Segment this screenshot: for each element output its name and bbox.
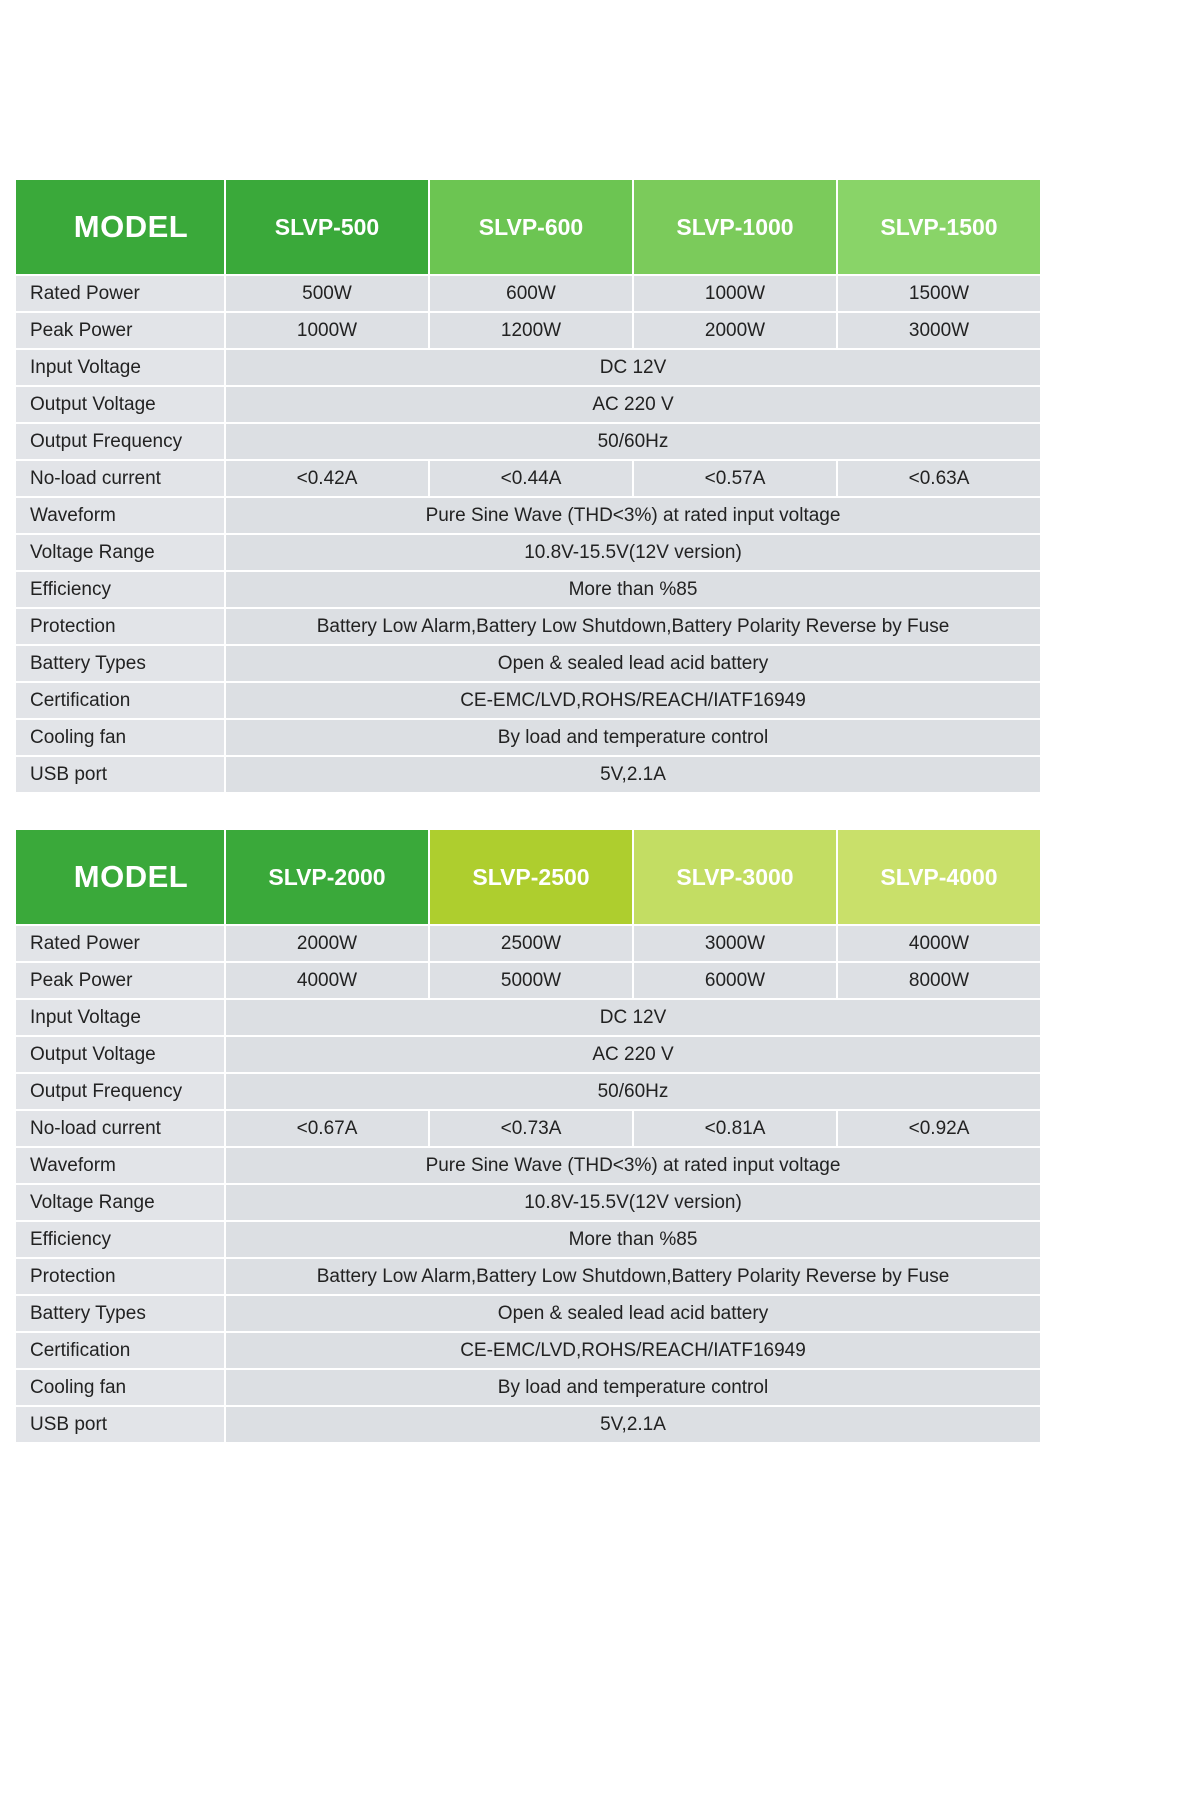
spec-label: Protection: [16, 1259, 224, 1294]
model-header-label: MODEL: [16, 180, 224, 274]
table-row: [16, 498, 1040, 533]
spec-label: Rated Power: [16, 276, 224, 311]
model-column-header: SLVP-600: [430, 180, 632, 274]
spec-value: <0.81A: [634, 1111, 836, 1146]
model-column-header: SLVP-3000: [634, 830, 836, 924]
spec-value: 1500W: [838, 276, 1040, 311]
spec-label: Cooling fan: [16, 1370, 224, 1405]
spec-value-shared: Battery Low Alarm,Battery Low Shutdown,Battery Polarity Reverse by Fuse: [226, 1259, 1040, 1294]
spec-value-shared: By load and temperature control: [226, 1370, 1040, 1405]
spec-value-shared: By load and temperature control: [226, 720, 1040, 755]
table-row: [16, 1370, 1040, 1405]
table-header-row: [16, 180, 1040, 274]
table-row: [16, 535, 1040, 570]
spec-label: Waveform: [16, 1148, 224, 1183]
model-column-header: SLVP-2000: [226, 830, 428, 924]
spec-value: 3000W: [634, 926, 836, 961]
spec-value: <0.44A: [430, 461, 632, 496]
spec-label: No-load current: [16, 1111, 224, 1146]
spec-value-shared: Pure Sine Wave (THD<3%) at rated input voltage: [226, 1148, 1040, 1183]
spec-value-shared: AC 220 V: [226, 387, 1040, 422]
spec-label: Output Voltage: [16, 1037, 224, 1072]
spec-value: <0.57A: [634, 461, 836, 496]
spec-value-shared: 50/60Hz: [226, 424, 1040, 459]
table-row: [16, 1259, 1040, 1294]
table-row: [16, 1407, 1040, 1442]
spec-value-shared: DC 12V: [226, 350, 1040, 385]
spec-value: 6000W: [634, 963, 836, 998]
model-column-header: SLVP-500: [226, 180, 428, 274]
spec-label: Input Voltage: [16, 350, 224, 385]
spec-value-shared: 5V,2.1A: [226, 757, 1040, 792]
spec-label: Input Voltage: [16, 1000, 224, 1035]
table-row: [16, 1000, 1040, 1035]
spec-value: 4000W: [838, 926, 1040, 961]
spec-label: USB port: [16, 1407, 224, 1442]
spec-value: <0.42A: [226, 461, 428, 496]
table-row: [16, 1148, 1040, 1183]
spec-value-shared: 10.8V-15.5V(12V version): [226, 1185, 1040, 1220]
table-row: [16, 683, 1040, 718]
spec-value-shared: DC 12V: [226, 1000, 1040, 1035]
table-row: [16, 313, 1040, 348]
spec-value: 600W: [430, 276, 632, 311]
spec-label: Rated Power: [16, 926, 224, 961]
table-spacer: [14, 794, 1032, 828]
spec-label: USB port: [16, 757, 224, 792]
spec-value: 500W: [226, 276, 428, 311]
spec-value-shared: Pure Sine Wave (THD<3%) at rated input voltage: [226, 498, 1040, 533]
table-row: [16, 1333, 1040, 1368]
table-row: [16, 757, 1040, 792]
table-row: [16, 963, 1040, 998]
spec-label: Output Frequency: [16, 1074, 224, 1109]
table-row: [16, 350, 1040, 385]
table-header-row: [16, 830, 1040, 924]
spec-value-shared: 50/60Hz: [226, 1074, 1040, 1109]
model-column-header: SLVP-1500: [838, 180, 1040, 274]
table-row: [16, 720, 1040, 755]
table-row: [16, 1185, 1040, 1220]
spec-label: Battery Types: [16, 646, 224, 681]
table-row: [16, 1111, 1040, 1146]
spec-table: [14, 828, 1042, 1444]
spec-label: Certification: [16, 1333, 224, 1368]
table-row: [16, 926, 1040, 961]
spec-value-shared: AC 220 V: [226, 1037, 1040, 1072]
spec-label: Voltage Range: [16, 535, 224, 570]
spec-value: <0.92A: [838, 1111, 1040, 1146]
spec-value-shared: More than %85: [226, 1222, 1040, 1257]
table-row: [16, 646, 1040, 681]
table-row: [16, 609, 1040, 644]
spec-value-shared: Open & sealed lead acid battery: [226, 646, 1040, 681]
spec-label: Certification: [16, 683, 224, 718]
spec-value-shared: CE-EMC/LVD,ROHS/REACH/IATF16949: [226, 683, 1040, 718]
spec-value-shared: Open & sealed lead acid battery: [226, 1296, 1040, 1331]
spec-value: <0.67A: [226, 1111, 428, 1146]
spec-value: 2000W: [226, 926, 428, 961]
table-row: [16, 276, 1040, 311]
model-column-header: SLVP-4000: [838, 830, 1040, 924]
spec-label: Battery Types: [16, 1296, 224, 1331]
spec-value: 3000W: [838, 313, 1040, 348]
spec-value: 2000W: [634, 313, 836, 348]
spec-label: Waveform: [16, 498, 224, 533]
spec-value-shared: More than %85: [226, 572, 1040, 607]
spec-value: 8000W: [838, 963, 1040, 998]
model-header-label: MODEL: [16, 830, 224, 924]
spec-value: <0.73A: [430, 1111, 632, 1146]
table-row: [16, 572, 1040, 607]
table-row: [16, 424, 1040, 459]
spec-label: Voltage Range: [16, 1185, 224, 1220]
spec-value: 5000W: [430, 963, 632, 998]
spec-value: 1000W: [226, 313, 428, 348]
spec-label: Output Voltage: [16, 387, 224, 422]
table-row: [16, 1074, 1040, 1109]
spec-value-shared: Battery Low Alarm,Battery Low Shutdown,Battery Polarity Reverse by Fuse: [226, 609, 1040, 644]
table-row: [16, 1037, 1040, 1072]
spec-label: Efficiency: [16, 572, 224, 607]
table-row: [16, 1222, 1040, 1257]
spec-value: 2500W: [430, 926, 632, 961]
spec-value-shared: CE-EMC/LVD,ROHS/REACH/IATF16949: [226, 1333, 1040, 1368]
spec-tables-container: [14, 178, 1032, 1444]
spec-value-shared: 10.8V-15.5V(12V version): [226, 535, 1040, 570]
model-column-header: SLVP-2500: [430, 830, 632, 924]
table-row: [16, 1296, 1040, 1331]
spec-value-shared: 5V,2.1A: [226, 1407, 1040, 1442]
spec-label: Efficiency: [16, 1222, 224, 1257]
spec-value: 4000W: [226, 963, 428, 998]
table-row: [16, 387, 1040, 422]
spec-label: Cooling fan: [16, 720, 224, 755]
table-row: [16, 461, 1040, 496]
spec-table: [14, 178, 1042, 794]
spec-value: 1000W: [634, 276, 836, 311]
model-column-header: SLVP-1000: [634, 180, 836, 274]
spec-label: Peak Power: [16, 313, 224, 348]
spec-value: 1200W: [430, 313, 632, 348]
spec-value: <0.63A: [838, 461, 1040, 496]
spec-label: Peak Power: [16, 963, 224, 998]
spec-label: No-load current: [16, 461, 224, 496]
spec-label: Protection: [16, 609, 224, 644]
spec-label: Output Frequency: [16, 424, 224, 459]
